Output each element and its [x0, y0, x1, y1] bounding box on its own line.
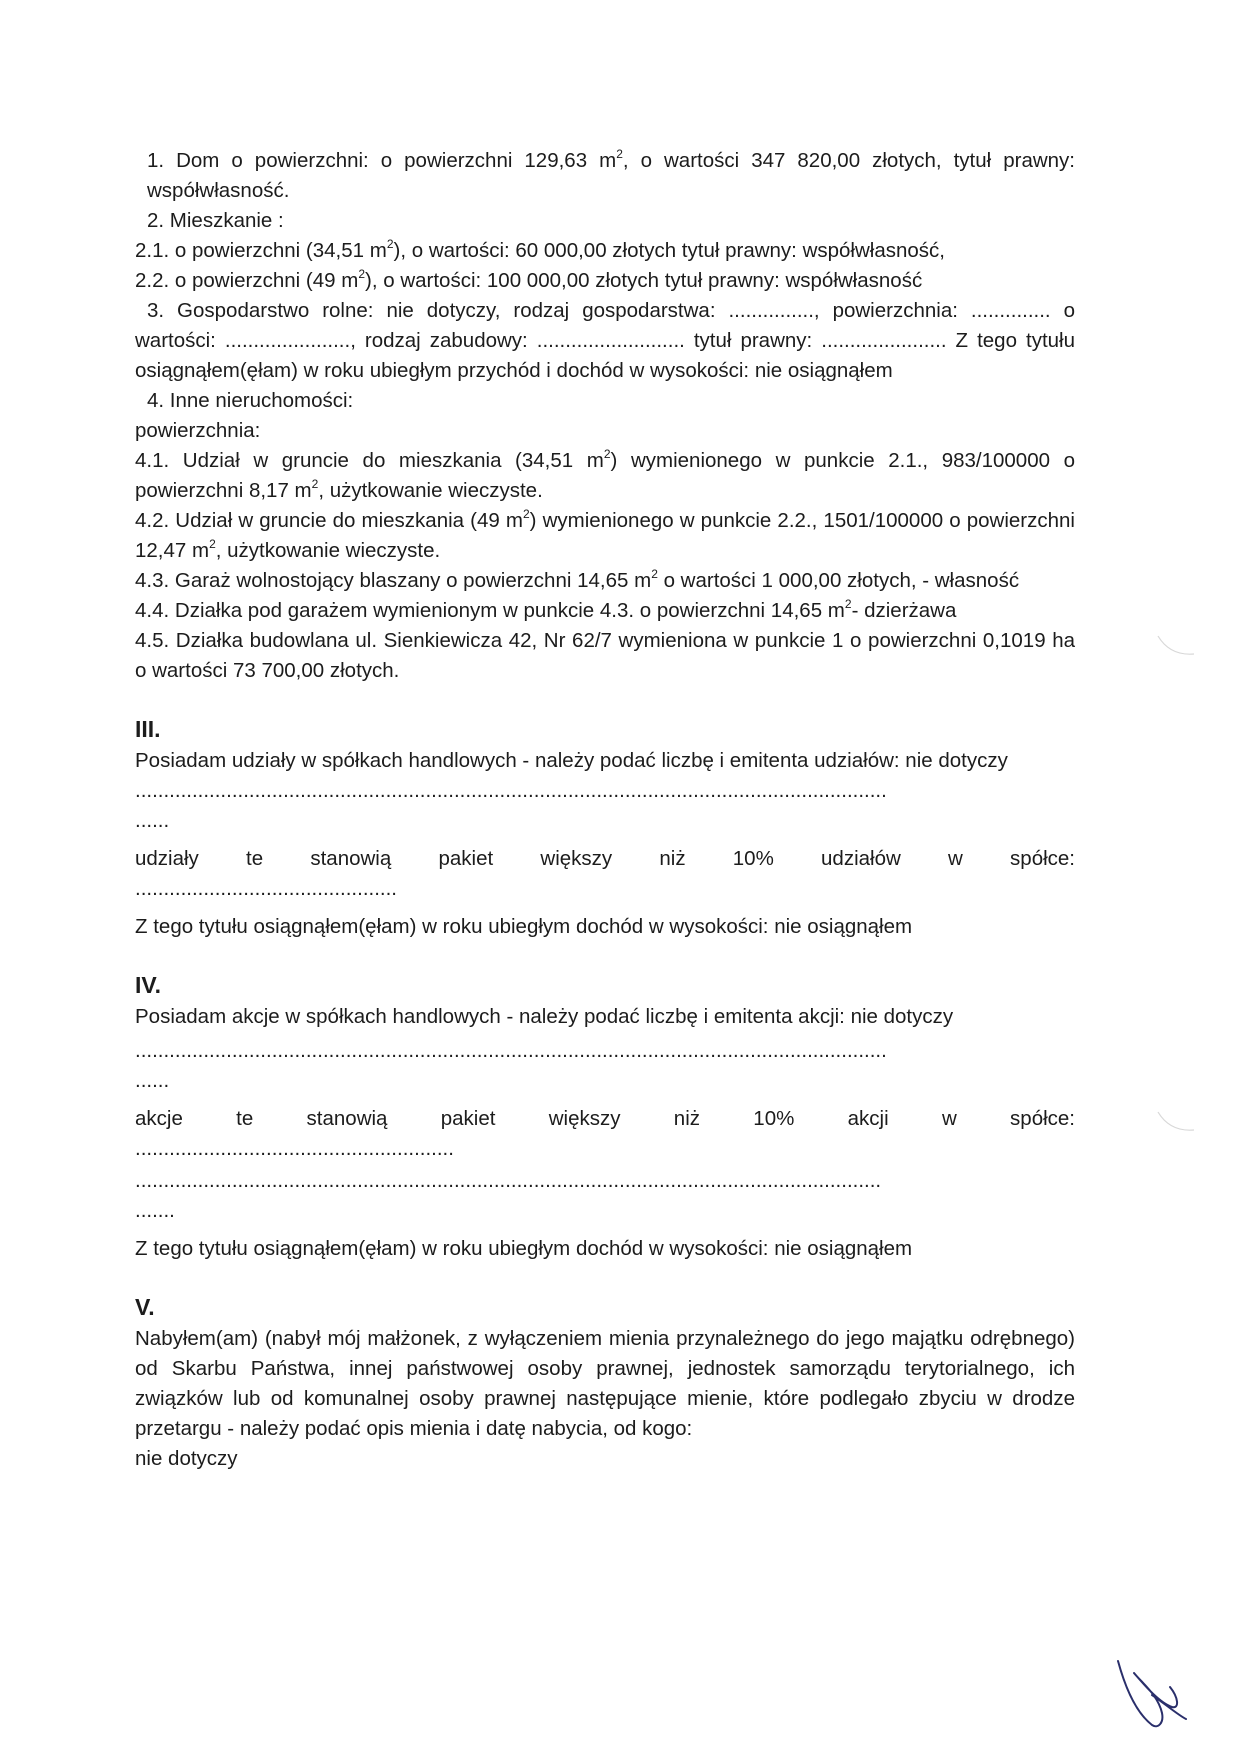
item-4-3	[135, 566, 1075, 596]
item-4-1-text-a: 4.1. Udział w gruncie do mieszkania (34,51 m	[135, 449, 604, 472]
superscript: 2	[358, 267, 366, 282]
section-4-dots-line: ....................................................................................................................................	[135, 1039, 887, 1062]
punch-hole-mark	[1150, 1108, 1200, 1138]
section-3-text: Posiadam udziały w spółkach handlowych - należy podać liczbę i emitenta udziałów: nie dotyczy	[135, 749, 1008, 772]
punch-hole-mark	[1150, 632, 1200, 662]
item-4-5: 4.5. Działka budowlana ul. Sienkiewicza 42, Nr 62/7 wymieniona w punkcie 1 o powierzchni 0,1019 ha o wartości 73 700,00 złotych.	[135, 629, 1075, 682]
section-3-heading: III.	[135, 716, 161, 742]
item-1-text-a: 1. Dom o powierzchni: o powierzchni 129,63 m	[147, 149, 617, 172]
item-2-2	[135, 266, 1075, 296]
superscript: 2	[603, 447, 611, 462]
document-content	[135, 146, 1075, 1474]
item-4-3-text-b: o wartości 1 000,00 złotych, - własność	[657, 569, 1020, 592]
section-4-dots-short: ......	[135, 1069, 170, 1092]
section-4-heading: IV.	[135, 972, 162, 998]
item-4-2	[135, 506, 1075, 566]
item-4-2-text-a: 4.2. Udział w gruncie do mieszkania (49 m	[135, 509, 523, 532]
section-3-dots-fill: ..............................................	[135, 877, 397, 900]
section-3-dots-line: ....................................................................................................................................	[135, 779, 887, 802]
item-4-3-text-a: 4.3. Garaż wolnostojący blaszany o powierzchni 14,65 m	[135, 569, 652, 592]
item-4-area-label: powierzchnia:	[135, 419, 261, 442]
section-4-text: Posiadam akcje w spółkach handlowych - należy podać liczbę i emitenta akcji: nie dotyczy	[135, 1005, 954, 1028]
item-4-2-text-b: ) wymienionego w punkcie 2.2., 1501/100000 o powierzchni 12,47 m	[135, 509, 1075, 562]
item-4-1-text-c: , użytkowanie wieczyste.	[318, 479, 543, 502]
item-4-2-text-c: , użytkowanie wieczyste.	[215, 539, 441, 562]
superscript: 2	[209, 537, 216, 552]
item-4-1	[135, 446, 1075, 506]
item-2-apartment: 2. Mieszkanie :	[147, 209, 284, 232]
section-5-answer: nie dotyczy	[135, 1447, 238, 1470]
section-3-dots-short: ......	[135, 809, 170, 832]
superscript: 2	[651, 567, 658, 582]
item-4-4	[135, 596, 1075, 626]
item-3-farm: 3. Gospodarstwo rolne: nie dotyczy, rodzaj gospodarstwa: ..............., powierzchnia: .............. o wartości: ......................, rodzaj zabudowy: .......................... tytuł prawny: ...................... Z tego tytułu osiągnąłem(ęłam) w roku ubiegłym przychód i dochód w wysokości: nie osiągnąłem	[135, 299, 1075, 382]
item-2-2-text-a: 2.2. o powierzchni (49 m	[135, 269, 359, 292]
signature-mark	[1112, 1653, 1192, 1733]
section-3-share-line: udziały te stanowią pakiet większy niż 10% udziałów w spółce:	[135, 847, 1075, 870]
superscript: 2	[311, 477, 319, 492]
item-2-1-text-a: 2.1. o powierzchni (34,51 m	[135, 239, 387, 262]
section-4-income: Z tego tytułu osiągnąłem(ęłam) w roku ubiegłym dochód w wysokości: nie osiągnąłem	[135, 1237, 913, 1260]
superscript: 2	[522, 507, 530, 522]
section-4-share-line: akcje te stanowią pakiet większy niż 10% akcji w spółce:	[135, 1107, 1075, 1130]
item-1-text-b: , o wartości 347 820,00 złotych, tytuł prawny: współwłasność.	[147, 149, 1075, 202]
superscript: 2	[844, 597, 852, 612]
item-4-4-text-a: 4.4. Działka pod garażem wymienionym w punkcie 4.3. o powierzchni 14,65 m	[135, 599, 845, 622]
item-1-house	[135, 146, 1075, 206]
section-4-dots-line-2: ...................................................................................................................................	[135, 1169, 882, 1192]
item-2-1-text-b: ), o wartości: 60 000,00 złotych tytuł prawny: współwłasność,	[393, 239, 945, 262]
superscript: 2	[616, 147, 623, 162]
item-4-4-text-b: - dzierżawa	[851, 599, 957, 622]
section-4-dots-short-2: .......	[135, 1199, 175, 1222]
superscript: 2	[386, 237, 394, 252]
section-4-dots-fill: ........................................................	[135, 1137, 454, 1160]
item-2-2-text-b: ), o wartości: 100 000,00 złotych tytuł prawny: współwłasność	[365, 269, 923, 292]
item-2-1	[135, 236, 1075, 266]
section-5-text: Nabyłem(am) (nabył mój małżonek, z wyłączeniem mienia przynależnego do jego majątku odrębnego) od Skarbu Państwa, innej państwowej osoby prawnej, jednostek samorządu terytorialnego, ich związków lub od komunalnej osoby prawnej następujące mienie, które podlegało zbyciu w drodze przetargu - należy podać opis mienia i datę nabycia, od kogo:	[135, 1327, 1075, 1440]
section-5-heading: V.	[135, 1294, 155, 1320]
item-4-other-property: 4. Inne nieruchomości:	[147, 389, 354, 412]
section-3-income: Z tego tytułu osiągnąłem(ęłam) w roku ubiegłym dochód w wysokości: nie osiągnąłem	[135, 915, 913, 938]
item-4-1-text-b: ) wymienionego w punkcie 2.1., 983/100000 o powierzchni 8,17 m	[135, 449, 1075, 502]
